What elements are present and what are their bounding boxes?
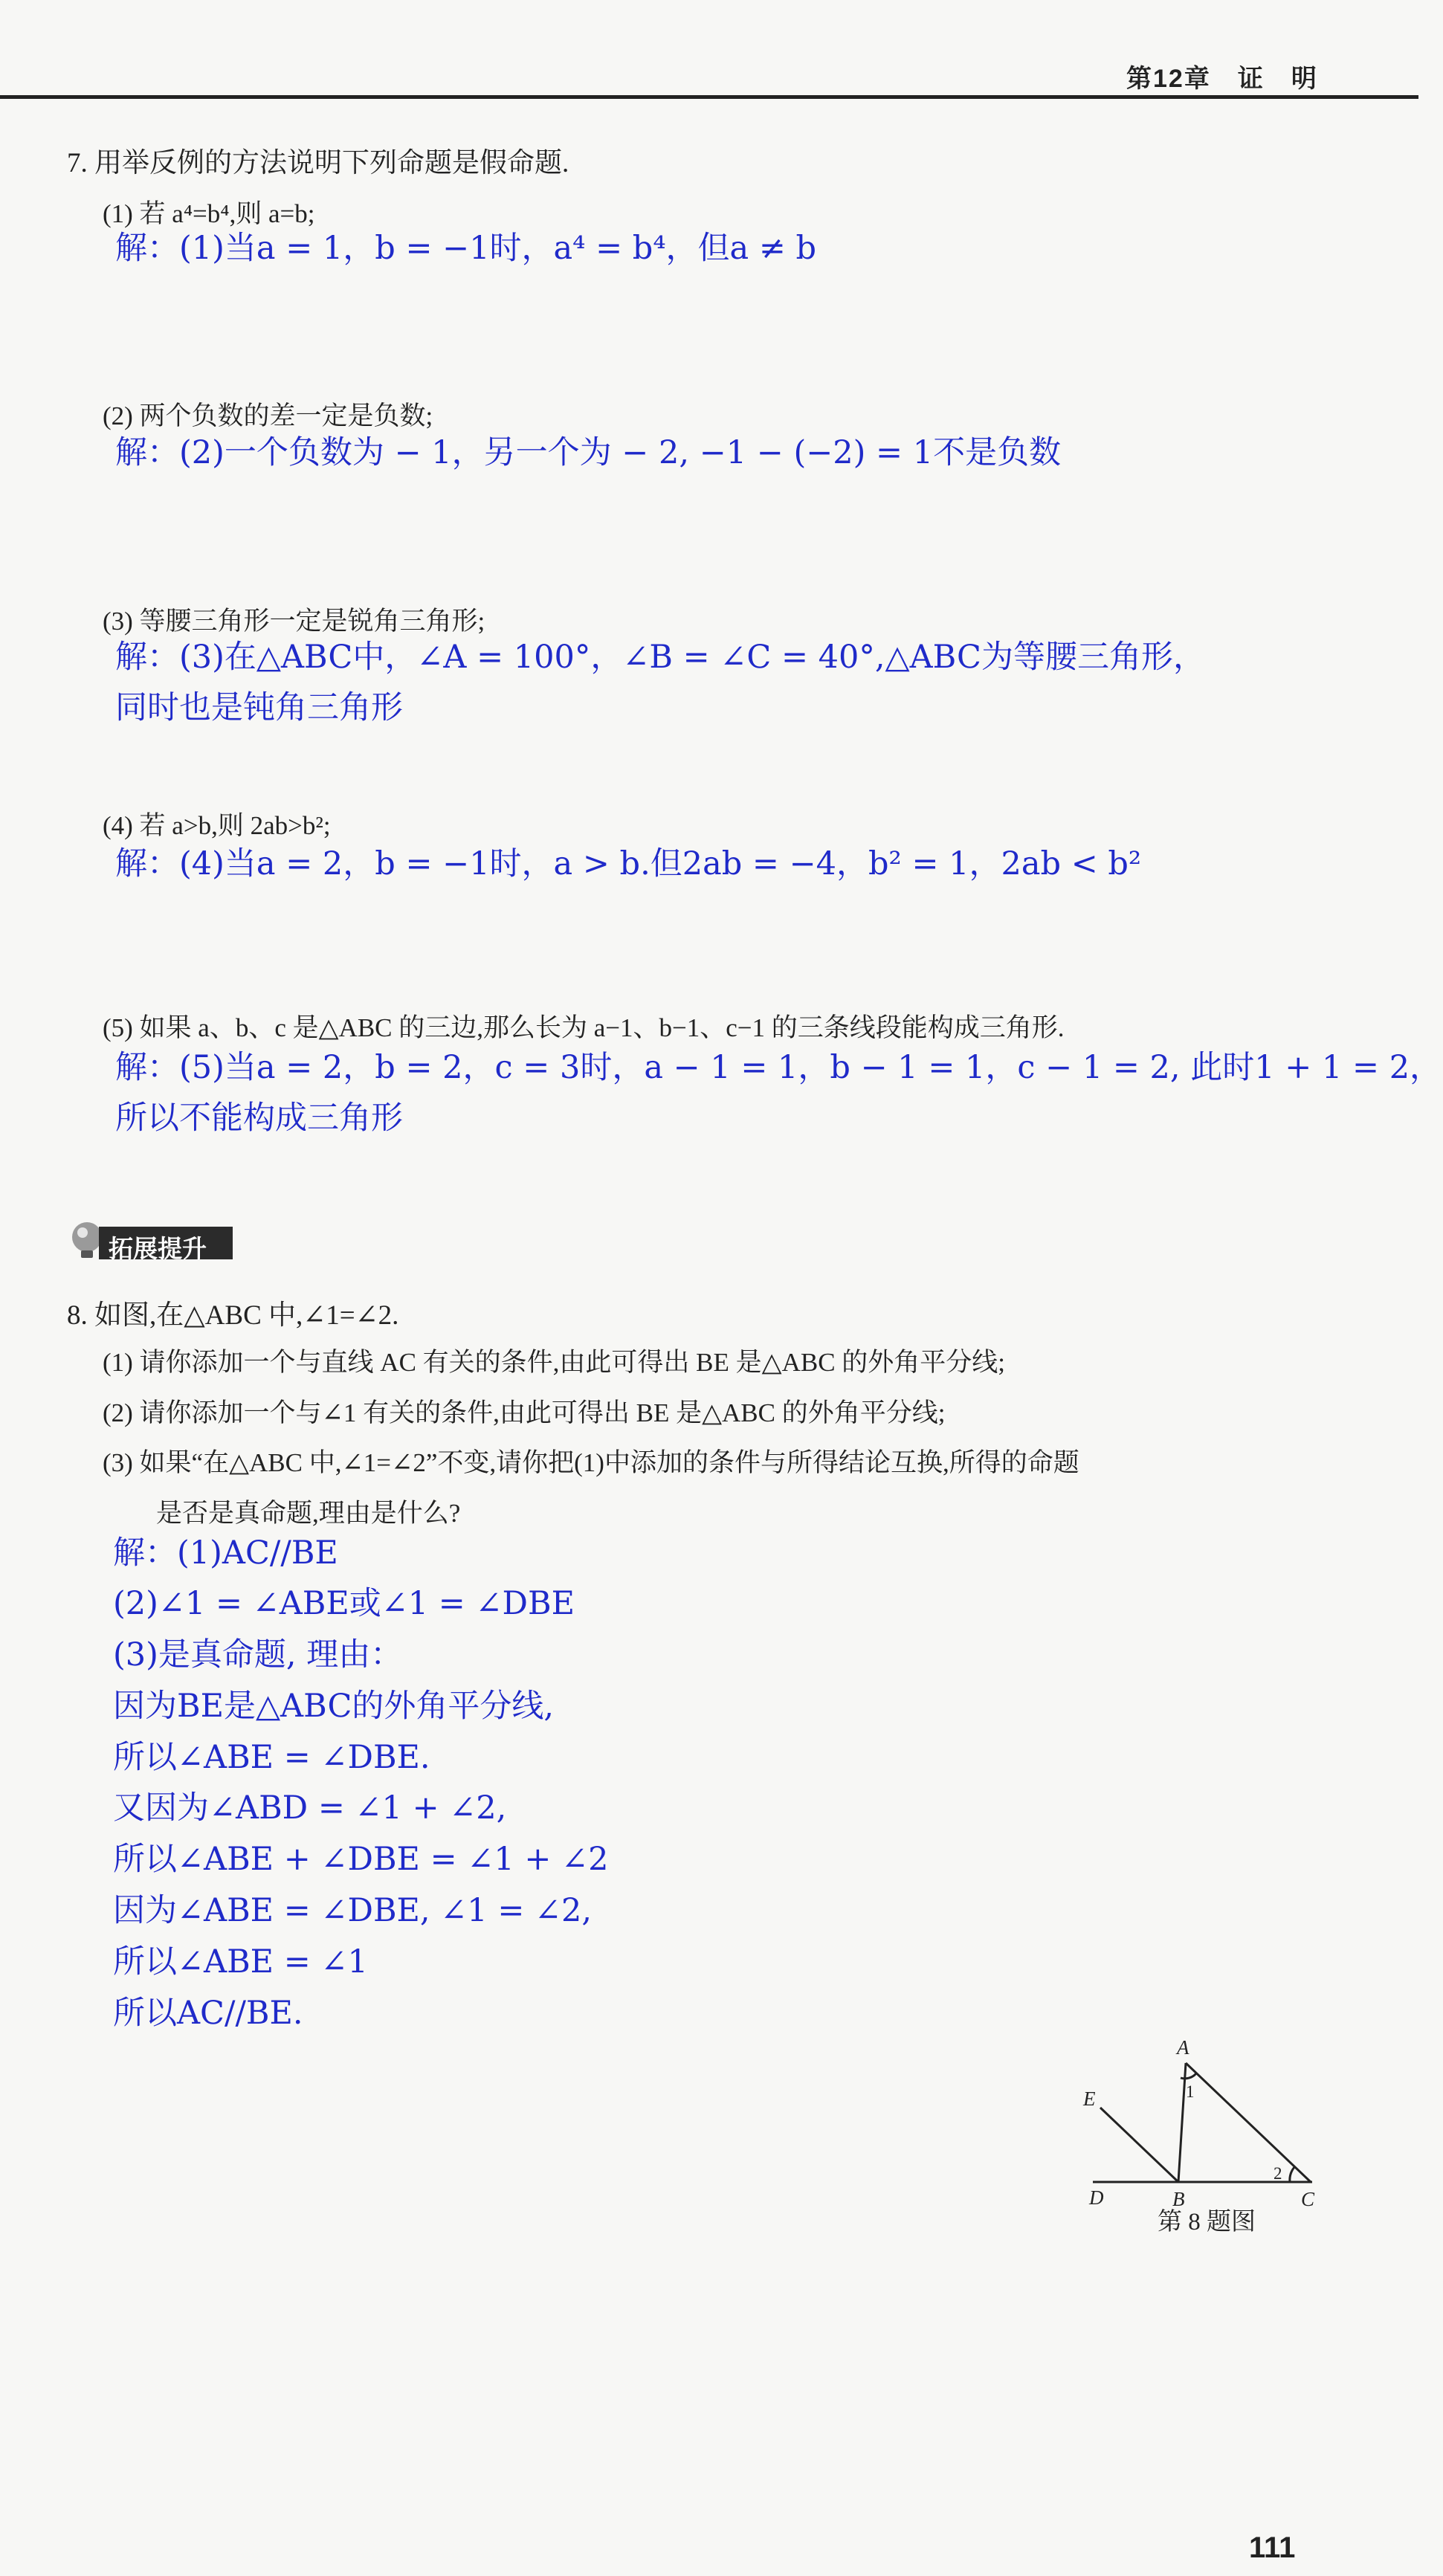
q7-part-4: (4) 若 a>b,则 2ab>b²; bbox=[103, 811, 331, 840]
q8-answer-line-4: 因为BE是△ABC的外角平分线, bbox=[113, 1688, 555, 1725]
header-rule bbox=[0, 95, 1418, 99]
q8-answer-line-3: (3)是真命题, 理由： bbox=[113, 1636, 403, 1673]
label-e: E bbox=[1083, 2088, 1096, 2110]
label-a: A bbox=[1177, 2036, 1189, 2059]
segment-ab bbox=[1178, 2063, 1186, 2182]
q8-answer-line-7: 所以∠ABE + ∠DBE = ∠1 + ∠2 bbox=[113, 1841, 609, 1878]
q7-answer-5b: 所以不能构成三角形 bbox=[115, 1100, 403, 1137]
q8-answer-line-1: 解：(1)AC//BE bbox=[113, 1534, 338, 1572]
angle-1-arc bbox=[1181, 2073, 1196, 2079]
q8-answer-line-10: 所以AC//BE. bbox=[113, 1995, 303, 2032]
q8-answer-line-6: 又因为∠ABD = ∠1 + ∠2, bbox=[113, 1789, 507, 1827]
section-banner bbox=[65, 1219, 233, 1262]
page-number: 111 bbox=[1249, 2531, 1296, 2564]
ray-be bbox=[1100, 2108, 1178, 2182]
q7-answer-3a: 解：(3)在△ABC中，∠A = 100°，∠B = ∠C = 40°,△ABC为等腰三角形， bbox=[115, 639, 1205, 676]
q7-stem: 7. 用举反例的方法说明下列命题是假命题. bbox=[67, 148, 569, 178]
segment-ac bbox=[1186, 2063, 1311, 2182]
label-angle-1: 1 bbox=[1186, 2082, 1195, 2101]
q7-answer-1: 解：(1)当a = 1，b = −1时，a⁴ = b⁴，但a ≠ b bbox=[115, 230, 817, 267]
label-c: C bbox=[1301, 2188, 1315, 2210]
q7-answer-2: 解：(2)一个负数为 − 1，另一个为 − 2, −1 − (−2) = 1不是负数 bbox=[115, 434, 1062, 471]
q8-part-3: (3) 如果“在△ABC 中,∠1=∠2”不变,请你把(1)中添加的条件与所得结论互换,所得的命题 bbox=[103, 1448, 1079, 1477]
q8-answer-line-8: 因为∠ABE = ∠DBE, ∠1 = ∠2, bbox=[113, 1892, 593, 1929]
figure-caption: 第 8 题图 bbox=[1158, 2209, 1256, 2236]
section-label: 拓展提升 bbox=[109, 1235, 207, 1262]
angle-2-arc bbox=[1290, 2167, 1294, 2182]
q7-answer-5a: 解：(5)当a = 2，b = 2，c = 3时，a − 1 = 1，b − 1 = 1，c − 1 = 2, 此时1 + 1 = 2， bbox=[115, 1049, 1442, 1086]
q8-part-3-cont: 是否是真命题,理由是什么? bbox=[156, 1499, 461, 1528]
chapter-title: 第12章 证 明 bbox=[1126, 65, 1318, 93]
q7-answer-4: 解：(4)当a = 2，b = −1时，a > b.但2ab = −4，b² = 1，2ab < b² bbox=[115, 845, 1142, 882]
q8-answer-line-5: 所以∠ABE = ∠DBE. bbox=[113, 1739, 430, 1776]
q7-part-3: (3) 等腰三角形一定是锐角三角形; bbox=[103, 607, 485, 636]
q7-part-5: (5) 如果 a、b、c 是△ABC 的三边,那么长为 a−1、b−1、c−1 的三条线段能构成三角形. bbox=[103, 1013, 1065, 1042]
q8-part-1: (1) 请你添加一个与直线 AC 有关的条件,由此可得出 BE 是△ABC 的外角平分线; bbox=[103, 1348, 1006, 1377]
q8-answer-line-9: 所以∠ABE = ∠1 bbox=[113, 1943, 368, 1981]
label-angle-2: 2 bbox=[1273, 2164, 1282, 2183]
label-b: B bbox=[1172, 2188, 1185, 2210]
q7-answer-3b: 同时也是钝角三角形 bbox=[115, 689, 403, 726]
label-d: D bbox=[1089, 2186, 1104, 2209]
q7-part-1: (1) 若 a⁴=b⁴,则 a=b; bbox=[103, 199, 315, 228]
q7-part-2: (2) 两个负数的差一定是负数; bbox=[103, 401, 433, 430]
q8-answer-line-2: (2)∠1 = ∠ABE或∠1 = ∠DBE bbox=[113, 1585, 575, 1622]
q8-part-2: (2) 请你添加一个与∠1 有关的条件,由此可得出 BE 是△ABC 的外角平分线; bbox=[103, 1398, 946, 1427]
q8-stem: 8. 如图,在△ABC 中,∠1=∠2. bbox=[67, 1300, 399, 1331]
